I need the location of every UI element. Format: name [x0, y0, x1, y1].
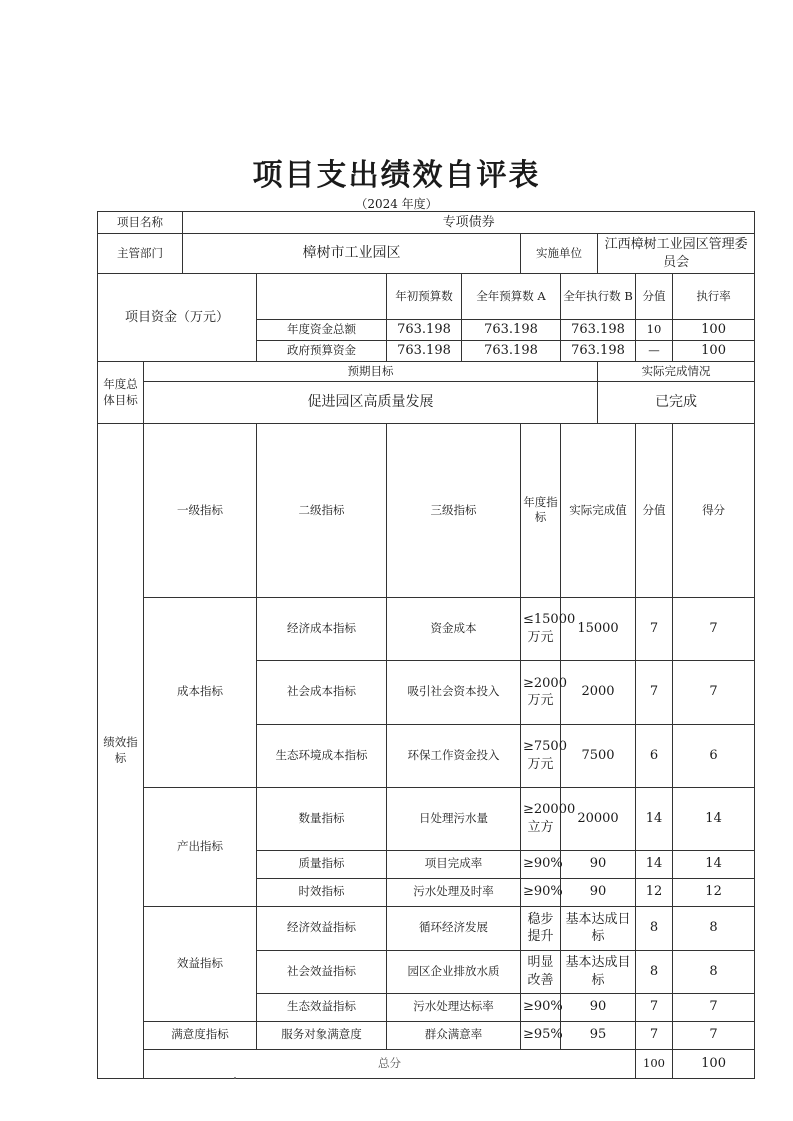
- ind-actual: 2000: [561, 660, 636, 724]
- ind-actual: 基本达成目标: [561, 950, 636, 993]
- ind-header-l2: 二级指标: [257, 424, 387, 598]
- ind-score-value: 12: [636, 878, 673, 906]
- report-year: （2024 年度）: [355, 197, 438, 211]
- goals-expected: 促进园区高质量发展: [144, 382, 598, 424]
- ind-target: ≥2000万元: [521, 660, 561, 724]
- ind-l1: 成本指标: [144, 597, 257, 787]
- ind-header-score: 得分: [673, 424, 755, 598]
- ind-score: 7: [673, 597, 755, 660]
- funds-header-blank: [257, 274, 387, 320]
- funds-header-exec-rate: 执行率: [673, 274, 755, 320]
- goals-label: 年度总体目标: [98, 362, 144, 424]
- ind-target: ≥90%: [521, 850, 561, 878]
- funds-header-initial: 年初预算数: [387, 274, 462, 320]
- funds-row-score-value: —: [636, 341, 673, 362]
- ind-score-value: 14: [636, 850, 673, 878]
- ind-target: 明显改善: [521, 950, 561, 993]
- ind-l3: 项目完成率: [387, 850, 521, 878]
- ind-l3: 吸引社会资本投入: [387, 660, 521, 724]
- ind-target: ≤15000万元: [521, 597, 561, 660]
- funds-row-exec-rate: 100: [673, 341, 755, 362]
- page-title: 项目支出绩效自评表: [252, 158, 541, 193]
- ind-l1: 效益指标: [144, 906, 257, 1021]
- ind-target: ≥90%: [521, 993, 561, 1021]
- impl-unit-value: 江西樟树工业园区管理委员会: [598, 234, 755, 274]
- ind-l2: 数量指标: [257, 787, 387, 850]
- ind-l1: 满意度指标: [144, 1021, 257, 1049]
- ind-score: 7: [673, 993, 755, 1021]
- goals-actual: 已完成: [598, 382, 755, 424]
- funds-header-exec: 全年执行数 B: [561, 274, 636, 320]
- funds-row-label: 年度资金总额: [257, 320, 387, 341]
- funds-row-exec: 763.198: [561, 341, 636, 362]
- ind-score: 14: [673, 850, 755, 878]
- ind-target: ≥90%: [521, 878, 561, 906]
- funds-label: 项目资金（万元）: [98, 274, 257, 362]
- ind-l3: 日处理污水量: [387, 787, 521, 850]
- project-name-value: 专项债券: [183, 212, 755, 234]
- ind-l3: 园区企业排放水质: [387, 950, 521, 993]
- ind-score-value: 14: [636, 787, 673, 850]
- funds-row-exec-rate: 100: [673, 320, 755, 341]
- goals-expected-header: 预期目标: [144, 362, 598, 382]
- total-score: 100: [673, 1049, 755, 1078]
- ind-actual: 15000: [561, 597, 636, 660]
- ind-header-actual: 实际完成值: [561, 424, 636, 598]
- funds-row-score-value: 10: [636, 320, 673, 341]
- ind-l3: 群众满意率: [387, 1021, 521, 1049]
- goals-actual-header: 实际完成情况: [598, 362, 755, 382]
- ind-actual: 90: [561, 878, 636, 906]
- ind-l3: 污水处理及时率: [387, 878, 521, 906]
- ind-header-score-value: 分值: [636, 424, 673, 598]
- ind-score-value: 7: [636, 660, 673, 724]
- ind-actual: 20000: [561, 787, 636, 850]
- funds-header-annual: 全年预算数 A: [462, 274, 561, 320]
- ind-actual: 90: [561, 850, 636, 878]
- project-name-label: 项目名称: [98, 212, 183, 234]
- ind-score-value: 8: [636, 906, 673, 950]
- ind-l3: 循环经济发展: [387, 906, 521, 950]
- ind-score: 12: [673, 878, 755, 906]
- ind-actual: 基本达成日标: [561, 906, 636, 950]
- funds-header-score-value: 分值: [636, 274, 673, 320]
- funds-row-initial: 763.198: [387, 320, 462, 341]
- indicators-label: 绩效指标: [98, 424, 144, 1079]
- funds-row-exec: 763.198: [561, 320, 636, 341]
- funds-row-initial: 763.198: [387, 341, 462, 362]
- ind-target: ≥7500万元: [521, 724, 561, 787]
- ind-l1: 产出指标: [144, 787, 257, 906]
- ind-l2: 生态效益指标: [257, 993, 387, 1021]
- ind-score: 8: [673, 906, 755, 950]
- ind-l2: 经济成本指标: [257, 597, 387, 660]
- ind-score-value: 7: [636, 993, 673, 1021]
- ind-score-value: 7: [636, 1021, 673, 1049]
- ind-l3: 环保工作资金投入: [387, 724, 521, 787]
- ind-l3: 资金成本: [387, 597, 521, 660]
- ind-score-value: 7: [636, 597, 673, 660]
- ind-actual: 90: [561, 993, 636, 1021]
- funds-row-label: 政府预算资金: [257, 341, 387, 362]
- ind-score: 6: [673, 724, 755, 787]
- ind-score: 7: [673, 660, 755, 724]
- ind-score-value: 6: [636, 724, 673, 787]
- ind-score-value: 8: [636, 950, 673, 993]
- ind-header-l3: 三级指标: [387, 424, 521, 598]
- dept-value: 樟树市工业园区: [183, 234, 521, 274]
- ind-l2: 服务对象满意度: [257, 1021, 387, 1049]
- ind-target: ≥20000立方: [521, 787, 561, 850]
- ind-l2: 时效指标: [257, 878, 387, 906]
- ind-score: 7: [673, 1021, 755, 1049]
- ind-header-l1: 一级指标: [144, 424, 257, 598]
- ind-l2: 经济效益指标: [257, 906, 387, 950]
- total-label: 总分: [144, 1049, 636, 1078]
- ind-target: ≥95%: [521, 1021, 561, 1049]
- ind-actual: 95: [561, 1021, 636, 1049]
- ind-l2: 社会成本指标: [257, 660, 387, 724]
- ind-target: 稳步提升: [521, 906, 561, 950]
- ind-actual: 7500: [561, 724, 636, 787]
- funds-row-annual: 763.198: [462, 341, 561, 362]
- performance-table: [97, 211, 755, 1079]
- ind-l2: 质量指标: [257, 850, 387, 878]
- scan-speck: [234, 1077, 236, 1079]
- impl-unit-label: 实施单位: [521, 234, 598, 274]
- ind-l2: 社会效益指标: [257, 950, 387, 993]
- total-score-value: 100: [636, 1049, 673, 1078]
- ind-l3: 污水处理达标率: [387, 993, 521, 1021]
- funds-row-annual: 763.198: [462, 320, 561, 341]
- ind-l2: 生态环境成本指标: [257, 724, 387, 787]
- ind-score: 8: [673, 950, 755, 993]
- dept-label: 主管部门: [98, 234, 183, 274]
- ind-header-target: 年度指标: [521, 424, 561, 598]
- ind-score: 14: [673, 787, 755, 850]
